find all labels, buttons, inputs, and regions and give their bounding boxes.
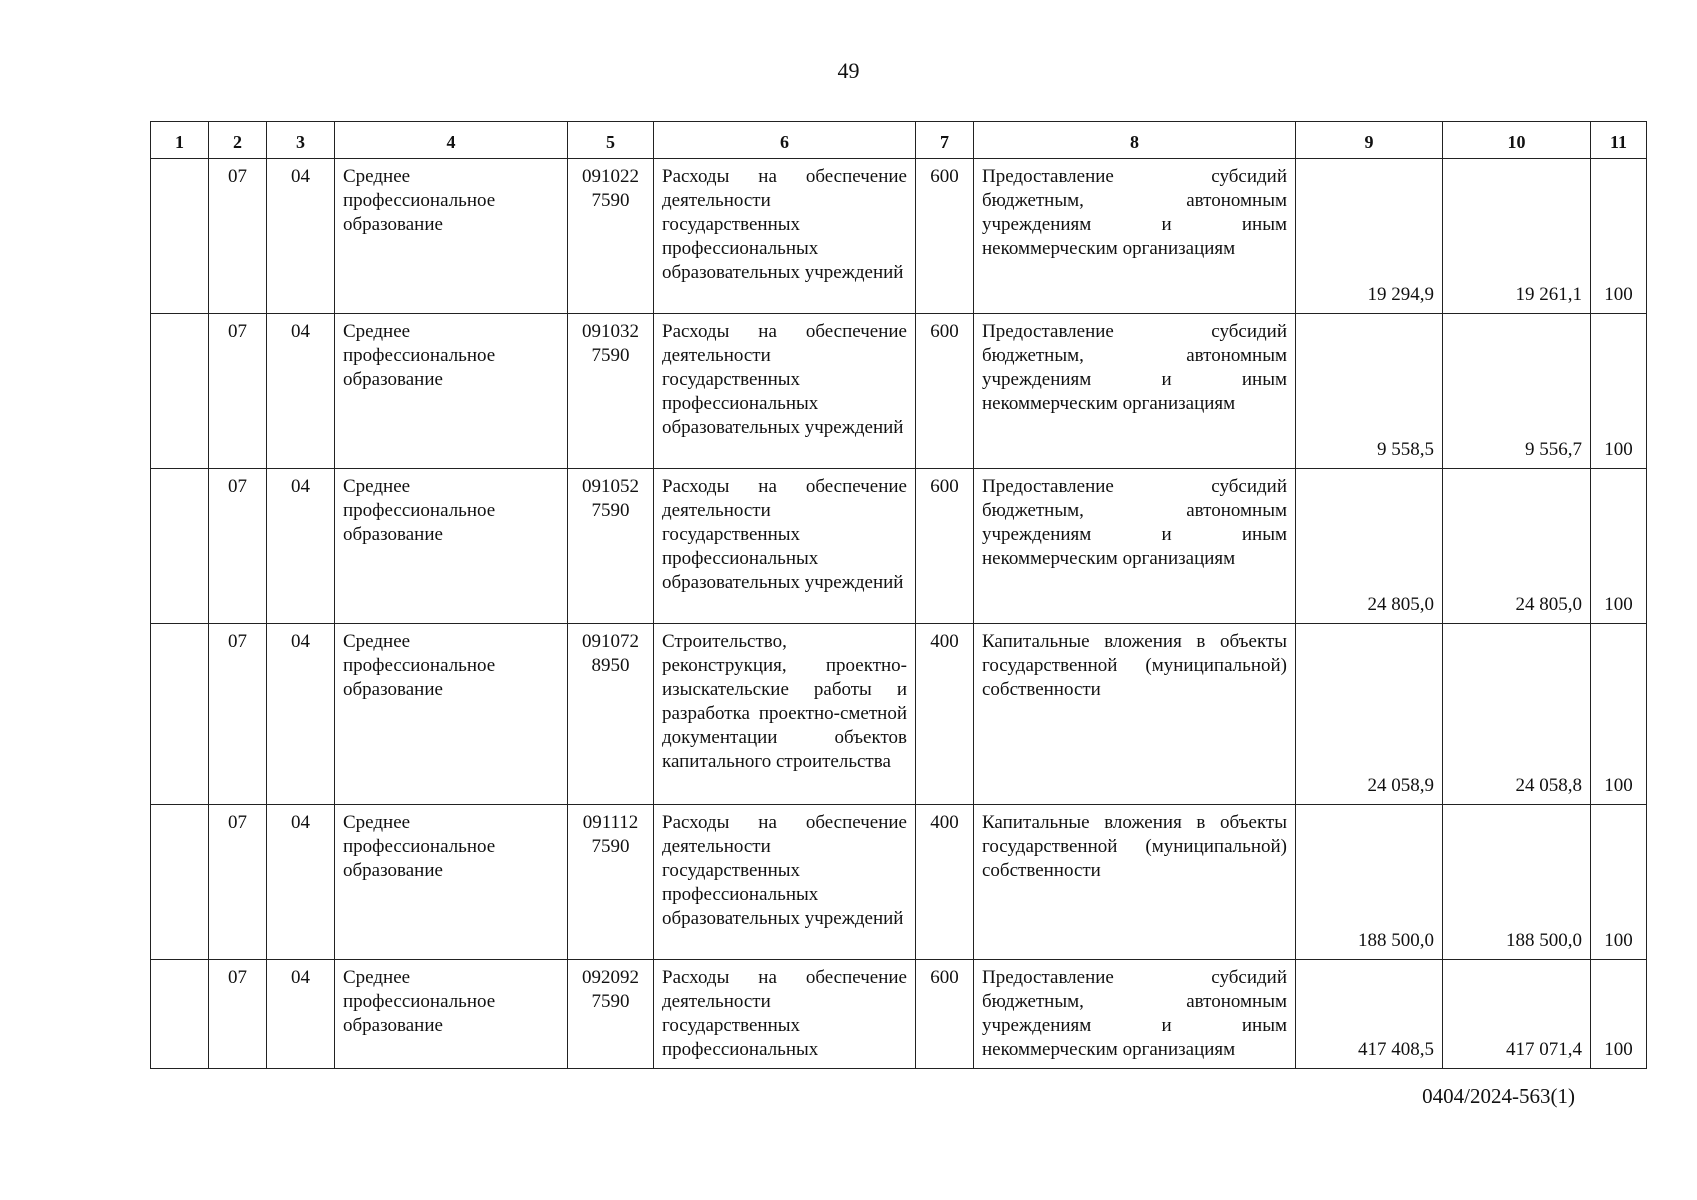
- cell-section: 07: [209, 960, 267, 1069]
- cell-executed-amount: 24 805,0: [1443, 469, 1591, 624]
- cell-percent: 100: [1591, 314, 1647, 469]
- cell-section: 07: [209, 624, 267, 805]
- cell-subsection: 04: [267, 314, 335, 469]
- page-number: 49: [837, 58, 860, 83]
- cell-expense-type: 400: [916, 624, 974, 805]
- cell-target-name: Расходы на обеспечение деятельности государственных профессиональных образовательных учреждений: [654, 805, 916, 960]
- header-cell: 8: [974, 122, 1296, 159]
- cell-section-name: Среднее профессиональное образование: [335, 314, 568, 469]
- header-cell: 9: [1296, 122, 1443, 159]
- cell-expense-type-name: Предоставление субсидий бюджетным, автономным учреждениям и иным некоммерческим организациям: [974, 159, 1296, 314]
- cell-expense-type-name: Предоставление субсидий бюджетным, автономным учреждениям и иным некоммерческим организациям: [974, 960, 1296, 1069]
- cell-planned-amount: 417 408,5: [1296, 960, 1443, 1069]
- header-cell: 7: [916, 122, 974, 159]
- table-row: [151, 960, 1647, 1069]
- cell-col1: [151, 314, 209, 469]
- header-cell: 1: [151, 122, 209, 159]
- cell-percent: 100: [1591, 159, 1647, 314]
- cell-executed-amount: 417 071,4: [1443, 960, 1591, 1069]
- budget-table: [150, 121, 1647, 1069]
- cell-expense-type: 600: [916, 159, 974, 314]
- header-cell: 11: [1591, 122, 1647, 159]
- cell-planned-amount: 19 294,9: [1296, 159, 1443, 314]
- cell-section: 07: [209, 159, 267, 314]
- cell-section-name: Среднее профессиональное образование: [335, 960, 568, 1069]
- cell-subsection: 04: [267, 960, 335, 1069]
- header-cell: 10: [1443, 122, 1591, 159]
- cell-col1: [151, 624, 209, 805]
- cell-section: 07: [209, 314, 267, 469]
- cell-col1: [151, 469, 209, 624]
- cell-planned-amount: 9 558,5: [1296, 314, 1443, 469]
- cell-col1: [151, 159, 209, 314]
- cell-expense-type-name: Капитальные вложения в объекты государственной (муниципальной) собственности: [974, 624, 1296, 805]
- cell-section: 07: [209, 469, 267, 624]
- cell-subsection: 04: [267, 624, 335, 805]
- cell-target-code: 091072 8950: [568, 624, 654, 805]
- cell-section-name: Среднее профессиональное образование: [335, 159, 568, 314]
- header-cell: 5: [568, 122, 654, 159]
- cell-target-code: 092092 7590: [568, 960, 654, 1069]
- cell-subsection: 04: [267, 159, 335, 314]
- cell-expense-type: 600: [916, 469, 974, 624]
- cell-executed-amount: 188 500,0: [1443, 805, 1591, 960]
- cell-expense-type-name: Предоставление субсидий бюджетным, автономным учреждениям и иным некоммерческим организациям: [974, 469, 1296, 624]
- cell-section-name: Среднее профессиональное образование: [335, 624, 568, 805]
- cell-subsection: 04: [267, 805, 335, 960]
- cell-target-name: Расходы на обеспечение деятельности государственных профессиональных образовательных учреждений: [654, 159, 916, 314]
- cell-planned-amount: 24 805,0: [1296, 469, 1443, 624]
- cell-subsection: 04: [267, 469, 335, 624]
- cell-expense-type-name: Предоставление субсидий бюджетным, автономным учреждениям и иным некоммерческим организациям: [974, 314, 1296, 469]
- cell-col1: [151, 960, 209, 1069]
- cell-expense-type-name: Капитальные вложения в объекты государственной (муниципальной) собственности: [974, 805, 1296, 960]
- cell-expense-type: 600: [916, 960, 974, 1069]
- cell-planned-amount: 24 058,9: [1296, 624, 1443, 805]
- header-cell: 6: [654, 122, 916, 159]
- cell-section-name: Среднее профессиональное образование: [335, 469, 568, 624]
- table-row: [151, 805, 1647, 960]
- table-row: [151, 159, 1647, 314]
- cell-percent: 100: [1591, 469, 1647, 624]
- cell-executed-amount: 24 058,8: [1443, 624, 1591, 805]
- cell-target-name: Расходы на обеспечение деятельности государственных профессиональных образовательных учреждений: [654, 314, 916, 469]
- table-row: [151, 314, 1647, 469]
- cell-section-name: Среднее профессиональное образование: [335, 805, 568, 960]
- cell-expense-type: 600: [916, 314, 974, 469]
- header-cell: 3: [267, 122, 335, 159]
- header-cell: 2: [209, 122, 267, 159]
- cell-target-name: Расходы на обеспечение деятельности государственных профессиональных образовательных учреждений: [654, 469, 916, 624]
- cell-executed-amount: 19 261,1: [1443, 159, 1591, 314]
- cell-section: 07: [209, 805, 267, 960]
- table-row: [151, 624, 1647, 805]
- cell-target-code: 091032 7590: [568, 314, 654, 469]
- cell-target-code: 091112 7590: [568, 805, 654, 960]
- cell-percent: 100: [1591, 960, 1647, 1069]
- document-code: 0404/2024-563(1): [1422, 1084, 1575, 1108]
- table-row: [151, 469, 1647, 624]
- cell-executed-amount: 9 556,7: [1443, 314, 1591, 469]
- cell-target-name: Строительство, реконструкция, проектно-изыскательские работы и разработка проектно-сметной документации объектов капитального строительства: [654, 624, 916, 805]
- cell-percent: 100: [1591, 624, 1647, 805]
- cell-planned-amount: 188 500,0: [1296, 805, 1443, 960]
- cell-expense-type: 400: [916, 805, 974, 960]
- cell-percent: 100: [1591, 805, 1647, 960]
- cell-target-name: Расходы на обеспечение деятельности государственных профессиональных: [654, 960, 916, 1069]
- header-cell: 4: [335, 122, 568, 159]
- table-header-row: [151, 122, 1647, 159]
- cell-target-code: 091052 7590: [568, 469, 654, 624]
- cell-col1: [151, 805, 209, 960]
- cell-target-code: 091022 7590: [568, 159, 654, 314]
